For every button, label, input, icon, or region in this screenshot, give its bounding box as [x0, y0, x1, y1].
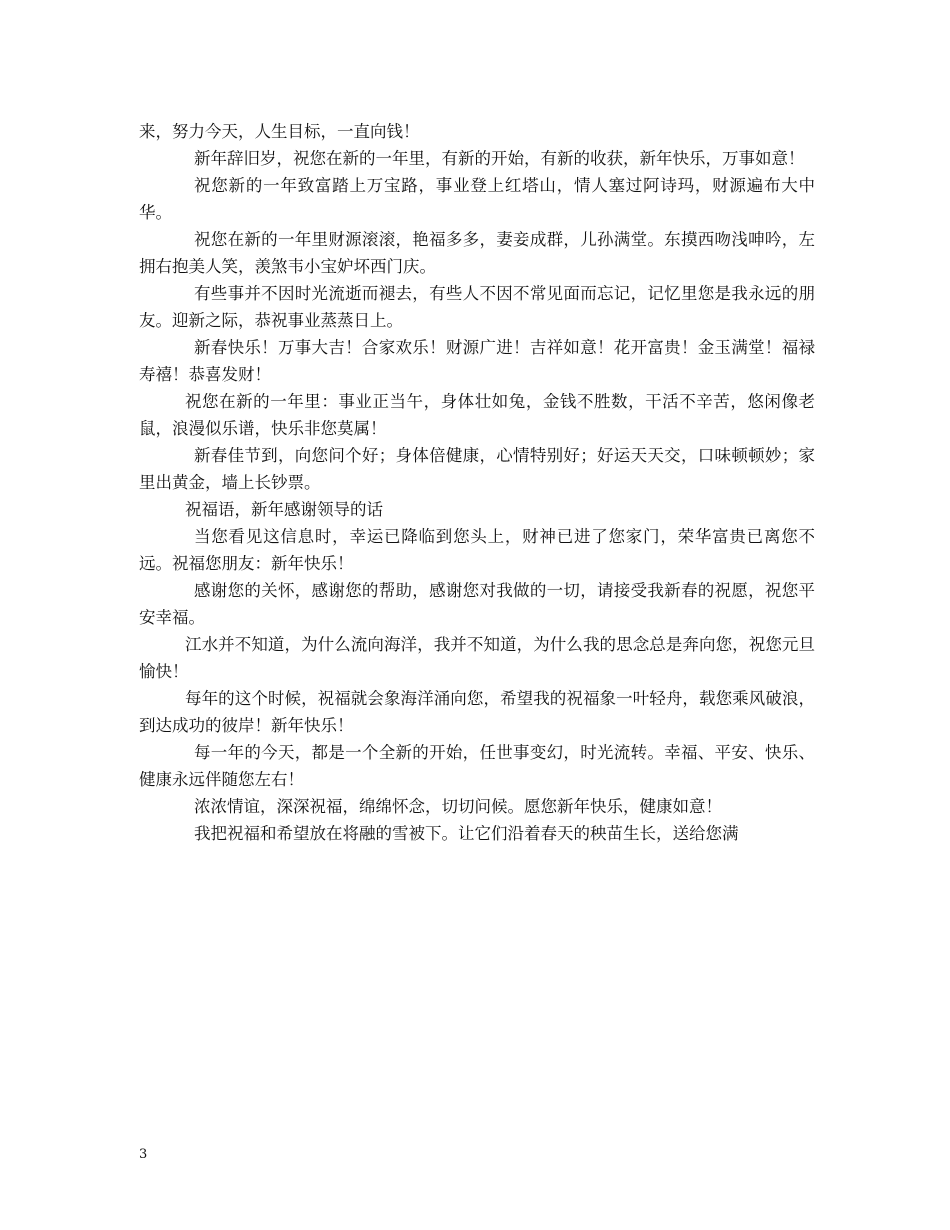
paragraph-11: 感谢您的关怀，感谢您的帮助，感谢您对我做的一切，请接受我新春的祝愿，祝您平安幸福。 — [139, 581, 815, 627]
paragraph-13: 每年的这个时候，祝福就会象海洋涌向您，希望我的祝福象一叶轻舟，载您乘风破浪，到达成功的彼岸！新年快乐！ — [139, 689, 815, 735]
paragraph-8: 新春佳节到，向您问个好；身体倍健康，心情特别好；好运天天交，口味顿顿妙；家里出黄金，墙上长钞票。 — [139, 446, 815, 492]
paragraph-4: 祝您在新的一年里财源滚滚，艳福多多，妻妾成群，儿孙满堂。东摸西吻浅呻吟，左拥右抱美人笑，羡煞韦小宝妒坏西门庆。 — [139, 230, 815, 276]
paragraph-12: 江水并不知道，为什么流向海洋，我并不知道，为什么我的思念总是奔向您，祝您元旦愉快！ — [139, 635, 815, 681]
paragraph-6: 新春快乐！万事大吉！合家欢乐！财源广进！吉祥如意！花开富贵！金玉满堂！福禄寿禧！恭喜发财！ — [139, 338, 815, 384]
paragraph-16: 我把祝福和希望放在将融的雪被下。让它们沿着春天的秧苗生长，送给您满 — [194, 824, 739, 843]
paragraph-14: 每一年的今天，都是一个全新的开始，任世事变幻，时光流转。幸福、平安、快乐、健康永远伴随您左右！ — [139, 743, 815, 789]
paragraph-1: 来，努力今天，人生目标，一直向钱！ — [139, 122, 420, 141]
page-number: 3 — [139, 1147, 148, 1162]
paragraph-5: 有些事并不因时光流逝而褪去，有些人不因不常见面而忘记，记忆里您是我永远的朋友。迎新之际，恭祝事业蒸蒸日上。 — [139, 284, 815, 330]
section-heading: 祝福语，新年感谢领导的话 — [185, 500, 383, 519]
paragraph-15: 浓浓情谊，深深祝福，绵绵怀念，切切问候。愿您新年快乐，健康如意！ — [194, 797, 722, 816]
paragraph-2: 新年辞旧岁，祝您在新的一年里，有新的开始，有新的收获，新年快乐，万事如意！ — [194, 149, 805, 168]
paragraph-10: 当您看见这信息时，幸运已降临到您头上，财神已进了您家门，荣华富贵已离您不远。祝福您朋友：新年快乐！ — [139, 527, 815, 573]
document-body — [139, 118, 815, 847]
paragraph-3: 祝您新的一年致富踏上万宝路，事业登上红塔山，情人塞过阿诗玛，财源遍布大中华。 — [139, 176, 815, 222]
paragraph-7: 祝您在新的一年里：事业正当午，身体壮如兔，金钱不胜数，干活不辛苦，悠闲像老鼠，浪漫似乐谱，快乐非您莫属！ — [139, 392, 815, 438]
